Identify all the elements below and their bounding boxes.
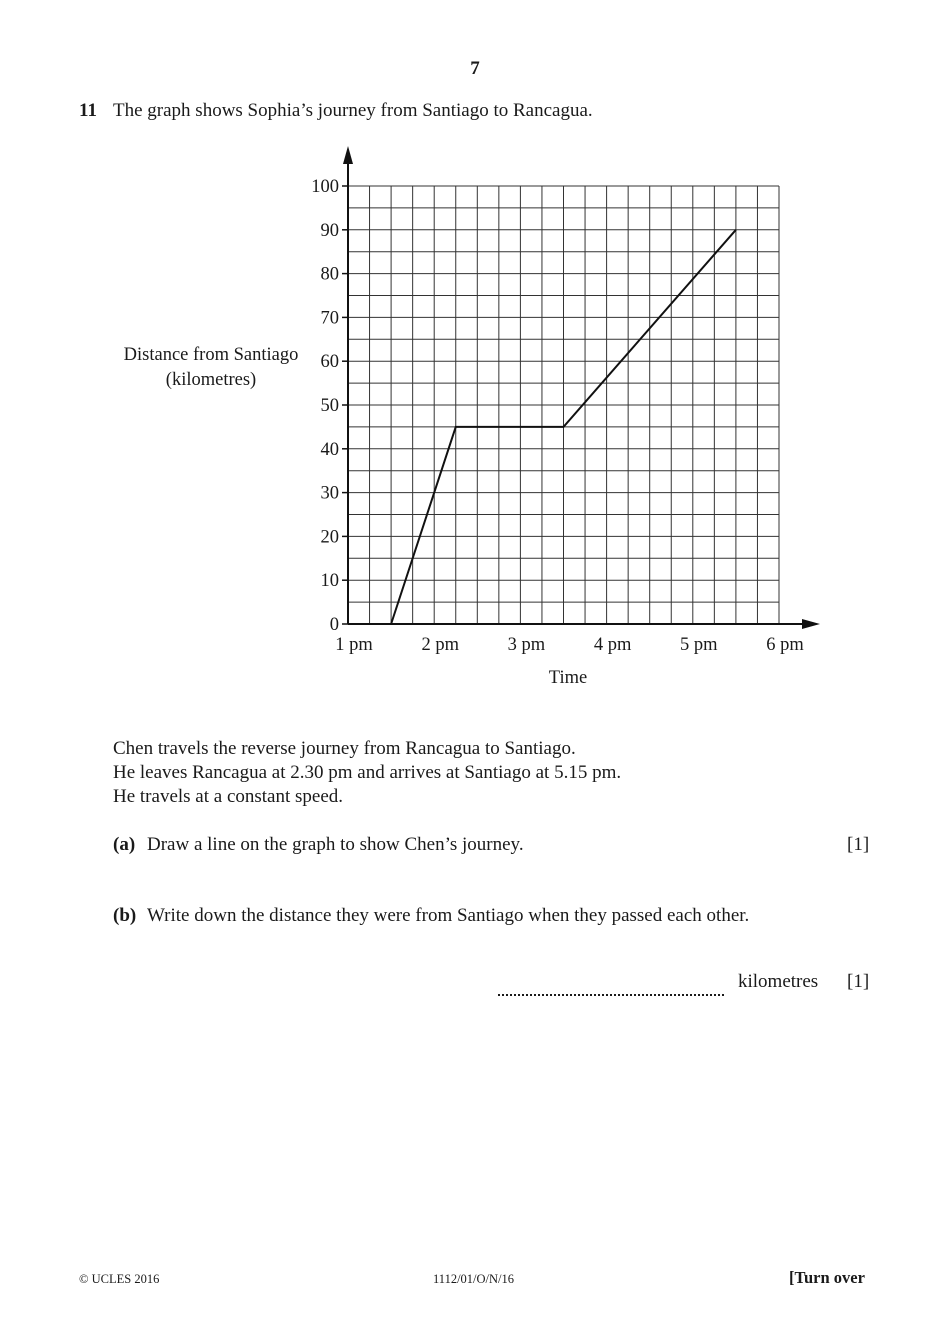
question-number: 11 xyxy=(79,100,97,121)
x-tick-label: 6 pm xyxy=(766,635,804,655)
x-tick-label: 3 pm xyxy=(507,635,546,655)
part-b-marks: [1] xyxy=(847,971,870,992)
footer-turn-over: [Turn over xyxy=(789,1268,865,1287)
graph-tick-labels xyxy=(311,177,804,655)
part-b-text: Write down the distance they were from Santiago when they passed each other. xyxy=(147,905,750,926)
answer-line[interactable] xyxy=(498,994,724,996)
y-tick-label: 90 xyxy=(320,220,339,241)
y-tick-label: 60 xyxy=(320,352,339,373)
part-a-text: Draw a line on the graph to show Chen’s journey. xyxy=(147,834,524,855)
x-tick-label: 1 pm xyxy=(335,635,373,655)
y-tick-label: 0 xyxy=(329,615,339,635)
y-axis-arrow xyxy=(343,146,353,164)
question-text: The graph shows Sophia’s journey from Santiago to Rancagua. xyxy=(113,100,593,121)
part-a-marks: [1] xyxy=(847,834,870,855)
y-tick-label: 30 xyxy=(320,483,339,504)
footer-code: 1112/01/O/N/16 xyxy=(433,1272,515,1286)
x-tick-label: 4 pm xyxy=(593,635,632,655)
paragraph-line-2: He leaves Rancagua at 2.30 pm and arrives at Santiago at 5.15 pm. xyxy=(113,762,622,783)
y-axis-label-line-1: Distance from Santiago xyxy=(123,345,299,365)
y-tick-label: 20 xyxy=(320,527,339,548)
x-tick-label: 2 pm xyxy=(421,635,459,655)
y-tick-label: 50 xyxy=(320,396,339,416)
part-b-label: (b) xyxy=(113,905,137,926)
paragraph-line-1: Chen travels the reverse journey from Rancagua to Santiago. xyxy=(113,738,576,759)
page-number: 7 xyxy=(470,58,480,79)
x-tick-label: 5 pm xyxy=(680,635,718,655)
footer-copyright: © UCLES 2016 xyxy=(79,1272,160,1286)
answer-unit: kilometres xyxy=(738,971,819,992)
graph-axes xyxy=(343,146,820,629)
y-tick-label: 100 xyxy=(311,177,339,197)
y-tick-label: 80 xyxy=(320,264,339,285)
y-axis-label-line-2: (kilometres) xyxy=(165,370,257,390)
x-axis-arrow xyxy=(802,619,820,629)
x-axis-label: Time xyxy=(548,668,588,688)
paragraph-line-3: He travels at a constant speed. xyxy=(113,786,344,807)
part-a-label: (a) xyxy=(113,834,136,855)
y-tick-label: 10 xyxy=(320,571,339,592)
y-tick-label: 40 xyxy=(320,439,339,460)
y-tick-label: 70 xyxy=(320,308,339,329)
